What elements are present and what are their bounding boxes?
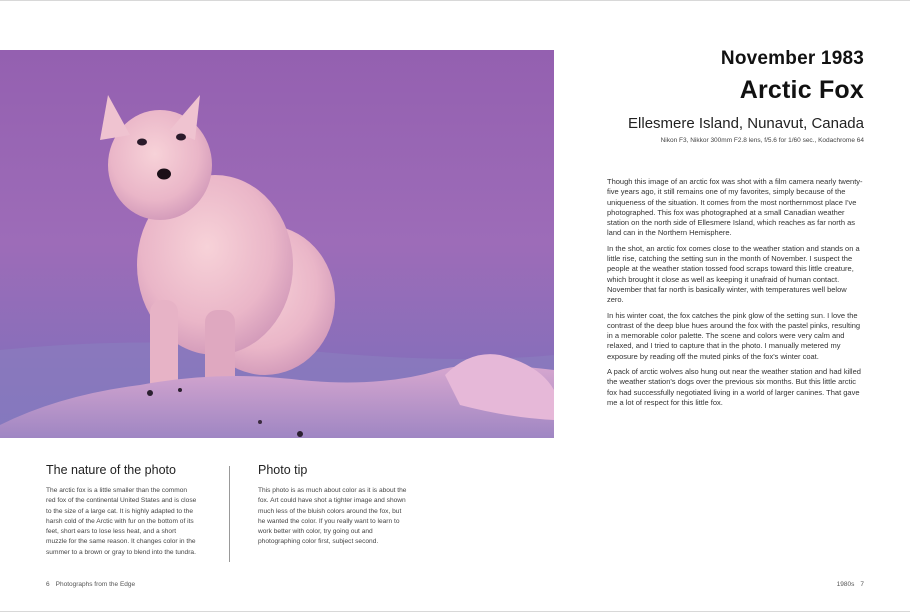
- photo-header: [504, 48, 864, 144]
- camera-settings: Nikon F3, Nikkor 300mm F2.8 lens, f/5.6 for 1/60 sec., Kodachrome 64: [660, 137, 864, 144]
- body-paragraph: In the shot, an arctic fox comes close to the weather station and stands on a little rise, catching the setting sun in the month of November. I suspect the people at the weather station tossed food scraps toward this little creature, which brought it close as well as keeping it unafraid of human contact. November that far north is basically winter, with temperatures well below zero.: [607, 243, 860, 305]
- body-paragraph: A pack of arctic wolves also hung out near the weather station and had killed the weather station's dogs over the previous six months. But this little arctic fox had successfully negotiated living in a world of larger canines. That gave me a lot of respect for this little fox.: [607, 367, 861, 407]
- footer-left: [46, 581, 141, 588]
- fox-illustration: [0, 50, 554, 438]
- tip-text: This photo is as much about color as it is about the fox. Art could have shot a tighter image and shown much less of the bluish colors around the fox, but he wanted the color. If you really want to learn to work better with color, try going out and photographing color first, subject second.: [258, 487, 407, 546]
- tip-heading: Photo tip: [258, 463, 308, 477]
- photo-title: Arctic Fox: [739, 76, 864, 104]
- left-running-title: Photographs from the Edge: [55, 581, 136, 588]
- column-divider: [229, 466, 230, 562]
- right-page-number: 7: [860, 581, 864, 588]
- photo-date: November 1983: [720, 48, 864, 69]
- left-page-number: 6: [46, 581, 50, 588]
- nature-heading: The nature of the photo: [46, 463, 176, 477]
- top-rule: [0, 0, 910, 1]
- photo-location: Ellesmere Island, Nunavut, Canada: [628, 115, 864, 132]
- nature-text: The arctic fox is a little smaller than the common red fox of the continental United States and is close to the size of a large cat. It is highly adapted to the harsh cold of the Arctic with fur on the bottom of its feet, short ears to lose less heat, and a short muzzle for the same reason. It changes color in the summer to a brown or gray to blend into the tundra.: [46, 487, 197, 556]
- right-running-title: 1980s: [836, 581, 855, 588]
- nature-section: [46, 463, 198, 558]
- body-paragraph: In his winter coat, the fox catches the pink glow of the setting sun. I love the contrast of the deep blue hues around the fox with the pastel pinks, resulting in a memorable color palette. The scene and colors were very calm and relaxed, and I tried to capture that in the photo. I manually metered my exposure by reading off the muted pinks of the fox's winter coat.: [607, 310, 861, 361]
- body-paragraph: Though this image of an arctic fox was shot with a film camera nearly twenty-five years ago, it still remains one of my favorites, simply because of the uniqueness of the situation. It comes from the most northernmost place I've photographed. This fox was photographed at a small Canadian weather station on the north side of Ellesmere Island, which reaches as far north as land can in the Northern Hemisphere.: [607, 177, 863, 238]
- body-text: [607, 177, 863, 413]
- arctic-fox-photo: [0, 50, 554, 438]
- tip-section: [258, 463, 408, 548]
- footer-right: [831, 581, 864, 588]
